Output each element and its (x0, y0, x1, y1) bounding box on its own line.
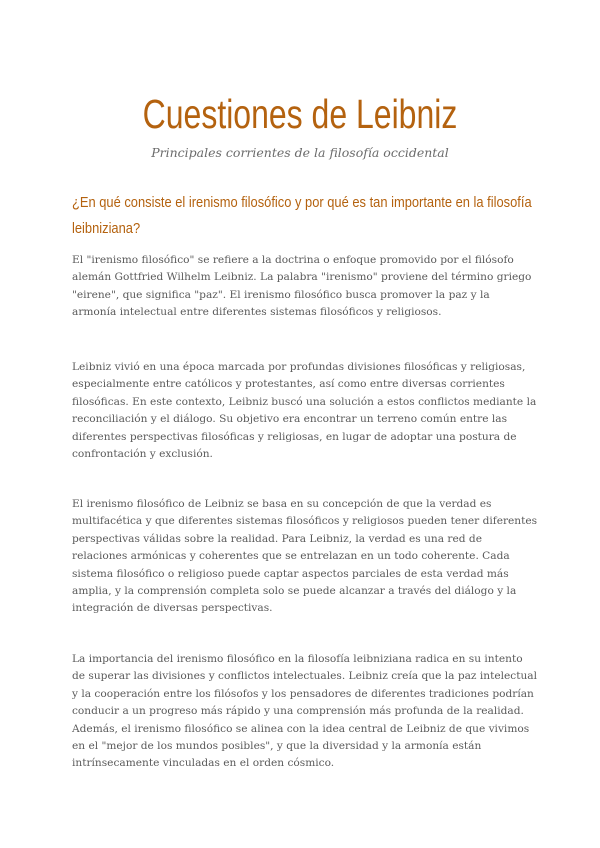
document-subtitle: Principales corrientes de la filosofía occidental (151, 145, 449, 160)
document-title: Cuestiones de Leibniz (142, 91, 458, 137)
paragraph-1 (72, 252, 540, 322)
paragraph-line: diferentes perspectivas filosóficas y religiosas, en lugar de adoptar una postura de (72, 430, 517, 443)
paragraph-line: y la cooperación entre los filósofos y los pensadores de diferentes tradiciones podrían (72, 687, 534, 700)
paragraph-line: Leibniz vivió en una época marcada por profundas divisiones filosóficas y religiosas, (72, 361, 526, 373)
paragraph-line: Además, el irenismo filosófico se alinea con la idea central de Leibniz de que vivimos (72, 722, 530, 735)
paragraph-2 (72, 359, 540, 463)
paragraph-line: El irenismo filosófico de Leibniz se basa en su concepción de que la verdad es (72, 498, 492, 510)
paragraph-line: armonía intelectual entre diferentes sistemas filosóficos y religiosos. (72, 306, 442, 319)
paragraph-line: de superar las divisiones y conflictos intelectuales. Leibniz creía que la paz intelectual (72, 670, 537, 683)
paragraph-line: intrínsecamente vinculadas en el orden cósmico. (72, 757, 335, 770)
paragraph-4 (72, 651, 540, 773)
paragraph-line: amplia, y la comprensión completa solo se puede alcanzar a través del diálogo y la (72, 585, 517, 598)
paragraph-line: relaciones armónicas y coherentes que se entrelazan en un todo coherente. Cada (72, 550, 510, 563)
paragraph-line: "eirene", que significa "paz". El irenismo filosófico busca promover la paz y la (72, 288, 490, 301)
paragraph-line: especialmente entre católicos y protestantes, así como entre diversas corrientes (72, 378, 505, 391)
paragraph-line: alemán Gottfried Wilhelm Leibniz. La palabra "irenismo" proviene del término griego (72, 271, 532, 284)
paragraph-line: multifacética y que diferentes sistemas filosóficos y religiosos pueden tener diferentes (72, 515, 538, 528)
paragraph-line: La importancia del irenismo filosófico en la filosofía leibniziana radica en su intento (72, 653, 523, 665)
question-line: ¿En qué consiste el irenismo filosófico y por qué es tan importante en la filosofía (72, 194, 532, 211)
paragraph-line: sistema filosófico o religioso puede captar aspectos parciales de esta verdad más (72, 567, 509, 580)
section-question (72, 190, 541, 242)
paragraph-3 (72, 496, 540, 618)
paragraph-line: El "irenismo filosófico" se refiere a la doctrina o enfoque promovido por el filósofo (72, 254, 514, 266)
question-line: leibniziana? (72, 220, 141, 237)
paragraph-line: perspectivas válidas sobre la realidad. Para Leibniz, la verdad es una red de (72, 532, 482, 545)
paragraph-line: filosóficas. En este contexto, Leibniz buscó una solución a estos conflictos mediante la (72, 395, 537, 408)
paragraph-line: en el "mejor de los mundos posibles", y que la diversidad y la armonía están (72, 740, 482, 753)
paragraph-line: confrontación y exclusión. (72, 448, 213, 461)
paragraph-line: integración de diversas perspectivas. (72, 602, 273, 615)
paragraph-line: conducir a un progreso más rápido y una comprensión más profunda de la realidad. (72, 705, 524, 718)
paragraph-line: reconciliación y el diálogo. Su objetivo era encontrar un terreno común entre las (72, 413, 508, 426)
